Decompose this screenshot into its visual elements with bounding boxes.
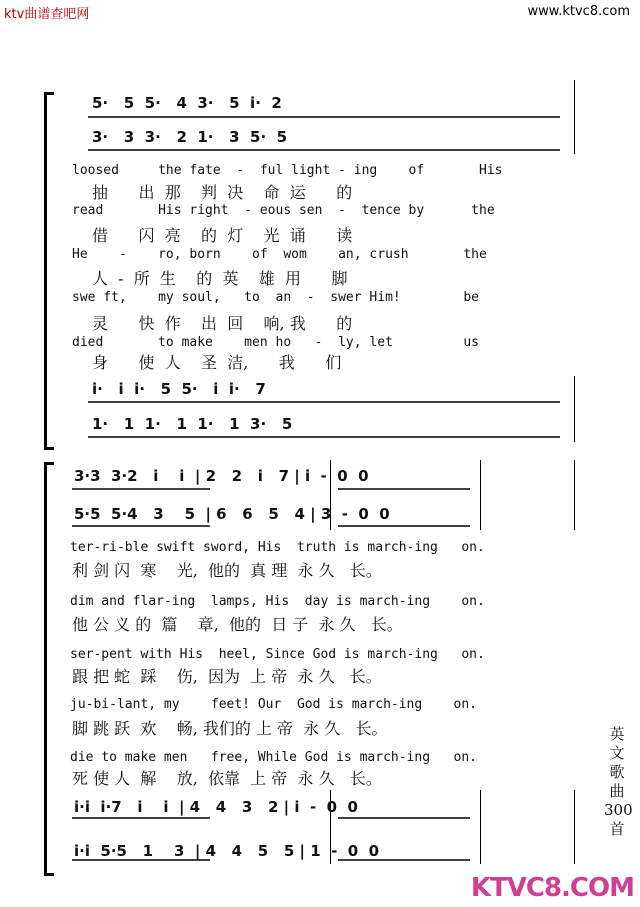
verse5-english: died to make men ho - ly, let us	[72, 335, 479, 350]
side-caption: 英文歌曲300首	[604, 725, 633, 838]
verse4-ending-english: ju-bi-lant, my feet! Our God is march-ing on.	[70, 697, 477, 712]
verse2-chinese: 借 闪 亮 的 灯 光 诵 读	[92, 226, 353, 245]
system1-melody-row-4: 1· 1 1· 1 1· 1 3· 5	[92, 415, 293, 433]
verse4-ending-chinese: 脚 跳 跃 欢 畅, 我们的 上 帝 永 久 长。	[72, 719, 388, 738]
verse5-chinese: 身 使 人 圣 洁, 我 们	[92, 353, 342, 372]
verse1-ending-chinese: 利 剑 闪 寒 光, 他的 真 理 永 久 长。	[72, 561, 382, 580]
system1-melody-row-2: 3· 3 3· 2 1· 3 5· 5	[92, 128, 288, 146]
site-name-header[interactable]: ktv曲谱查吧网	[4, 7, 90, 22]
site-logo: KTVC8.COM	[470, 873, 634, 903]
verse5-ending-english: die to make men free, While God is march-ing on.	[70, 750, 477, 765]
site-url-header[interactable]: www.ktvc8.com	[527, 4, 630, 19]
system2-melody-row-4: i·i 5·5 1 3 | 4 4 5 5 | 1 - 0 0	[74, 842, 380, 860]
verse5-ending-chinese: 死 使 人 解 放, 依靠 上 帝 永 久 长。	[72, 769, 382, 788]
verse3-ending-english: ser-pent with His heel, Since God is march-ing on.	[70, 647, 485, 662]
verse3-ending-chinese: 跟 把 蛇 踩 伤, 因为 上 帝 永 久 长。	[72, 667, 382, 686]
system2-melody-row-2: 5·5 5·4 3 5 | 6 6 5 4 | 3 - 0 0	[74, 505, 390, 523]
system1-melody-row-1: 5· 5 5· 4 3· 5 i· 2	[92, 94, 282, 112]
verse1-ending-english: ter-ri-ble swift sword, His truth is march-ing on.	[70, 540, 485, 555]
verse2-ending-english: dim and flar-ing lamps, His day is march-ing on.	[70, 594, 485, 609]
verse1-english: loosed the fate - ful light - ing of His	[72, 163, 503, 178]
verse3-english: He - ro, born of wom an, crush the	[72, 247, 487, 262]
system2-melody-row-1: 3·3 3·2 i i | 2 2 i 7 | i - 0 0	[74, 467, 369, 485]
verse2-english: read His right - eous sen - tence by the	[72, 203, 495, 218]
verse1-chinese: 抽 出 那 判 决 命 运 的	[92, 183, 353, 202]
system2-melody-row-3: i·i i·7 i i | 4 4 3 2 | i - 0 0	[74, 798, 358, 816]
system1-melody-row-3: i· i i· 5 5· i i· 7	[92, 380, 266, 398]
verse4-english: swe ft, my soul, to an - swer Him! be	[72, 290, 479, 305]
verse3-chinese: 人 - 所 生 的 英 雄 用 脚	[92, 269, 348, 288]
verse4-chinese: 灵 快 作 出 回 响, 我 的	[92, 314, 353, 333]
verse2-ending-chinese: 他 公 义 的 篇 章, 他的 日 子 永 久 长。	[72, 615, 403, 634]
